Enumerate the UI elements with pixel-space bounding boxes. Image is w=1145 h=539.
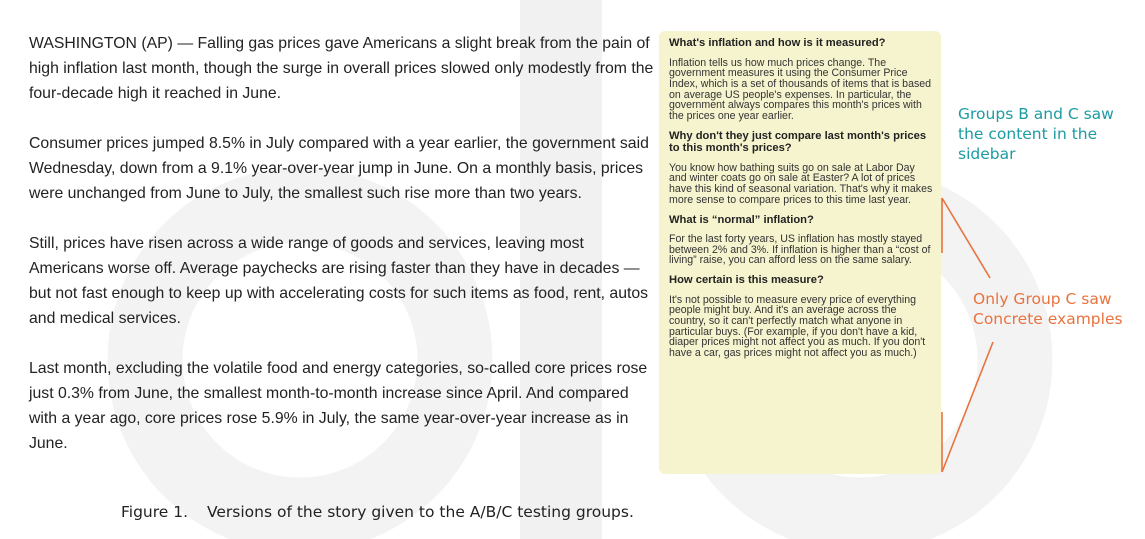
article-paragraph: Still, prices have risen across a wide range of goods and services, leaving most Americans worse off. Average paychecks are rising faster than they have in decades — but not fast enough to keep up with accelerating costs for such items as food, rent, autos and medical services. xyxy=(29,235,649,327)
groups-bc-annotation: Groups B and C saw the content in the sidebar xyxy=(958,105,1114,163)
article-paragraph: WASHINGTON (AP) — Falling gas prices gave Americans a slight break from the pain of high inflation last month, though the surge in overall prices slowed only modestly from the four-decade high it reached in June. xyxy=(29,35,654,102)
caption-text: Versions of the story given to the A/B/C testing groups. xyxy=(206,503,634,521)
figure-caption xyxy=(121,503,634,521)
sidebar-body: You know how bathing suits go on sale at Labor Day and winter coats go on sale at Easter? A lot of prices have this kind of seasonal variation. That's why it makes more sense to compare prices to this time last year. xyxy=(669,161,933,206)
sidebar-body: It's not possible to measure every price of everything people might buy. And it's an average across the country, so it can't perfectly match what anyone in particular buys. (For example, if you don't have a kid, diaper prices might not affect you as much. If you don't have a car, gas prices might not affect you as much.) xyxy=(669,293,926,360)
sidebar-heading: What is “normal” inflation? xyxy=(669,213,814,226)
sidebar-heading: How certain is this measure? xyxy=(669,274,824,287)
group-c-annotation: Only Group C saw Concrete examples xyxy=(973,290,1123,328)
figure-number: Figure 1. xyxy=(121,503,189,521)
article-paragraph: Last month, excluding the volatile food and energy categories, so-called core prices rose just 0.3% from June, the smallest month-to-month increase since April. And compared with a year ago, core prices rose 5.9% in July, the same year-over-year increase as in June. xyxy=(29,360,648,452)
sidebar-heading: Why don't they just compare last month's prices to this month's prices? xyxy=(669,129,927,155)
sidebar-body: For the last forty years, US inflation has mostly stayed between 2% and 3%. If inflation is higher than a “cost of living” raise, you can afford less on the same salary. xyxy=(669,233,931,267)
sidebar-heading: What's inflation and how is it measured? xyxy=(669,37,886,49)
article-paragraph: Consumer prices jumped 8.5% in July compared with a year earlier, the government said Wednesday, down from a 9.1% year-over-year jump in June. On a monthly basis, prices were unchanged from June to July, the smallest such rise more than two years. xyxy=(29,135,649,202)
news-article xyxy=(29,31,659,481)
explainer-sidebar xyxy=(659,31,941,474)
sidebar-body: Inflation tells us how much prices change. The government measures it using the Consumer Price Index, which is a set of thousands of items that is based on average US people's expenses. In particular, the government always compares this month's prices with the prices one year earlier. xyxy=(669,56,932,123)
